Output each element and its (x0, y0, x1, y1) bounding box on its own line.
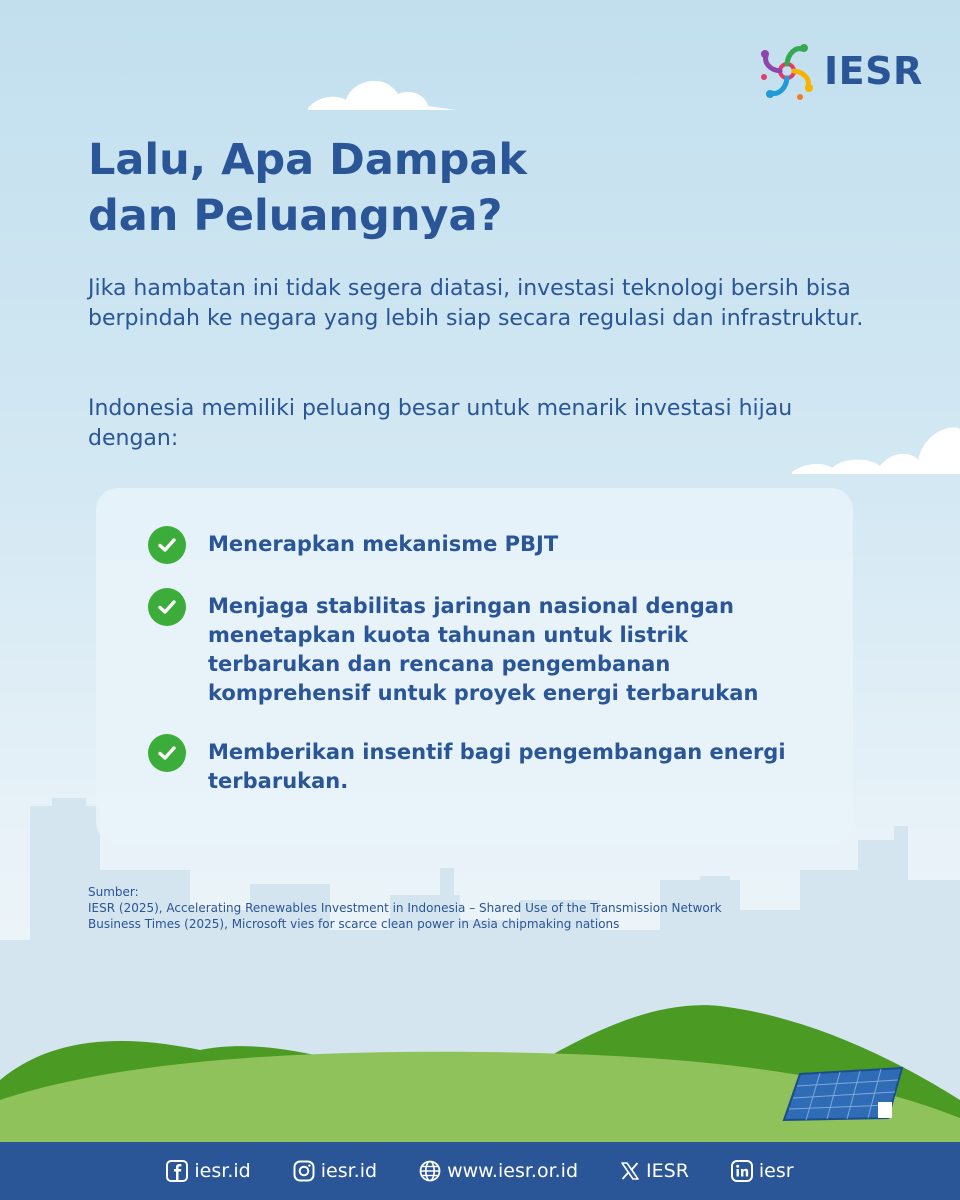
cloud-right (792, 427, 960, 474)
linkedin-icon (731, 1160, 753, 1182)
list-item (148, 530, 788, 564)
footer-social-bar (0, 1142, 960, 1200)
check-icon (148, 734, 186, 772)
list-item-text: Memberikan insentif bagi pengembangan energi terbarukan. (208, 740, 786, 793)
list-item (148, 738, 788, 796)
page-title (88, 132, 648, 244)
solar-panel-illustration (784, 1068, 902, 1120)
facebook-link[interactable] (166, 1160, 250, 1182)
facebook-icon (166, 1160, 188, 1182)
iesr-logo (756, 38, 923, 104)
instagram-icon (293, 1160, 315, 1182)
linkedin-handle: iesr (758, 1160, 794, 1182)
paragraph-opportunity: Indonesia memiliki peluang besar untuk menarik investasi hijau dengan: (88, 396, 793, 451)
opportunity-card (96, 488, 853, 844)
x-link[interactable] (620, 1160, 689, 1182)
sources (88, 884, 808, 932)
facebook-handle: iesr.id (194, 1160, 251, 1182)
list-item-text: Menjaga stabilitas jaringan nasional dengan menetapkan kuota tahunan untuk listrik terbarukan dan rencana pengembanan komprehensif untuk proyek energi terbarukan (208, 594, 759, 705)
cloud-top (308, 81, 456, 110)
globe-icon (419, 1160, 441, 1182)
paragraph-impact: Jika hambatan ini tidak segera diatasi, investasi teknologi bersih bisa berpindah ke negara yang lebih siap secara regulasi dan infrastruktur. (88, 276, 864, 331)
title-line-1: Lalu, Apa Dampak (88, 135, 528, 185)
source-line: IESR (2025), Accelerating Renewables Investment in Indonesia – Shared Use of the Transmission Network (88, 901, 722, 915)
sources-label: Sumber: (88, 885, 139, 899)
x-handle: IESR (646, 1160, 689, 1182)
x-icon (620, 1161, 640, 1181)
iesr-logo-icon (756, 39, 818, 103)
source-line: Business Times (2025), Microsoft vies for scarce clean power in Asia chipmaking nations (88, 917, 620, 931)
website-link[interactable] (419, 1160, 578, 1182)
linkedin-link[interactable] (731, 1160, 794, 1182)
instagram-handle: iesr.id (320, 1160, 378, 1182)
list-item-text: Menerapkan mekanisme PBJT (208, 532, 559, 556)
title-line-2: dan Peluangnya? (88, 191, 503, 241)
check-icon (148, 526, 186, 564)
instagram-link[interactable] (293, 1160, 377, 1182)
list-item (148, 592, 788, 708)
iesr-logo-text: IESR (824, 49, 923, 93)
check-icon (148, 588, 186, 626)
website-url: www.iesr.or.id (447, 1160, 579, 1182)
